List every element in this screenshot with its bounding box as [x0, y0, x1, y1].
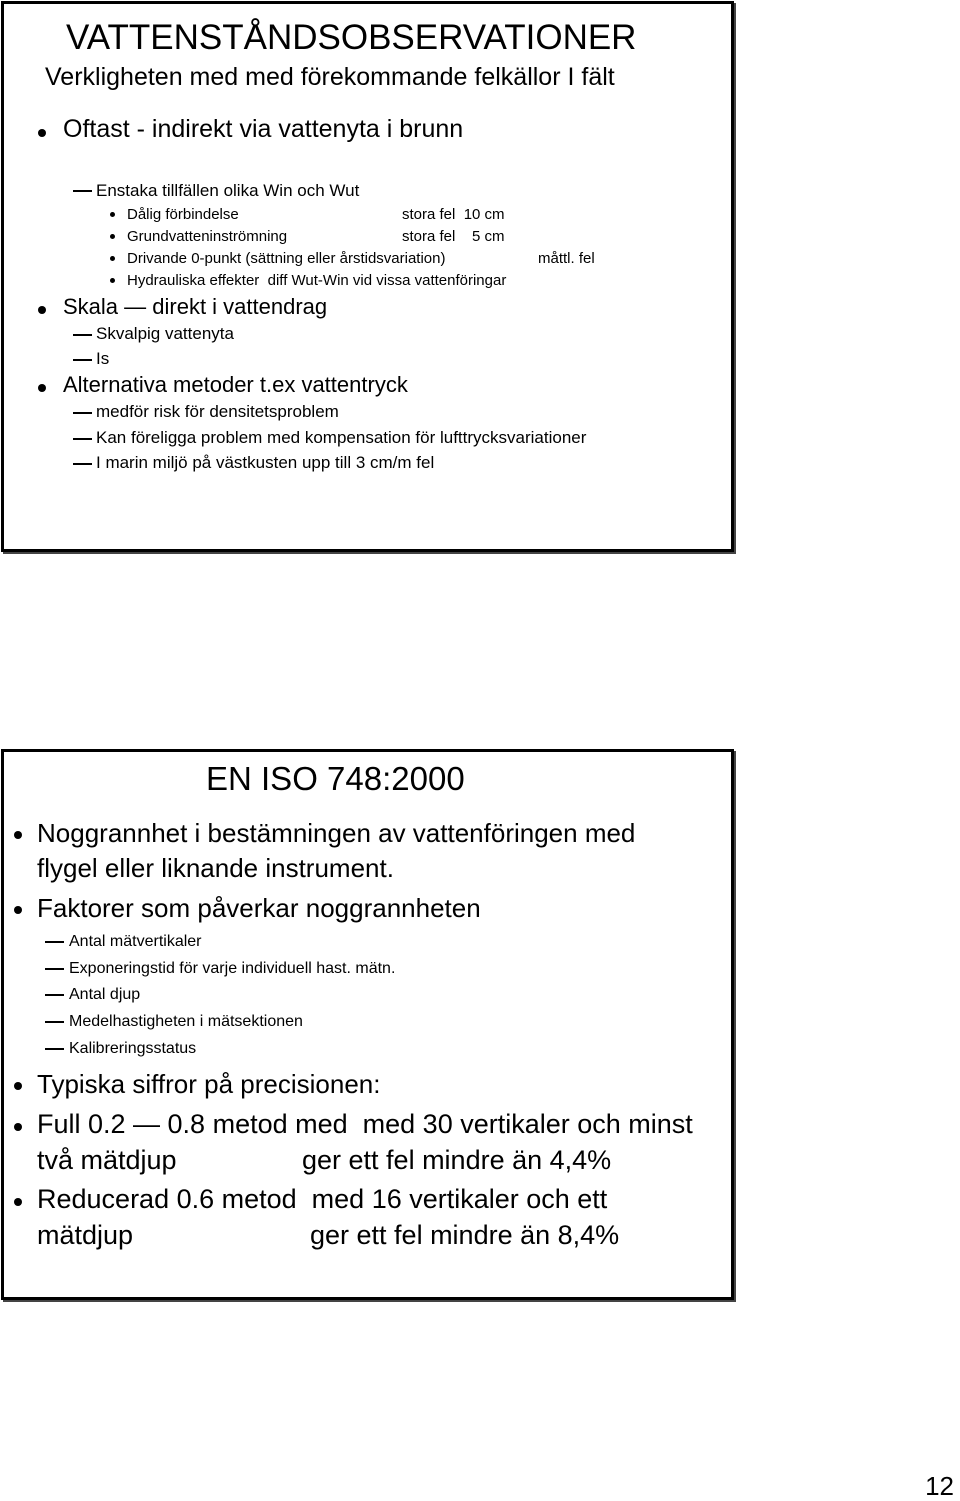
- dash-marker: [73, 359, 92, 361]
- bullet-full-line2b: ger ett fel mindre än 4,4%: [302, 1145, 612, 1175]
- bullet-alternativa: Alternativa metoder t.ex vattentryck: [63, 372, 408, 397]
- slide-en-iso-748: [1, 749, 734, 1300]
- bullet-dot: [14, 831, 22, 839]
- bullet-oftast: Oftast - indirekt via vattenyta i brunn: [63, 115, 464, 143]
- sub-medelhastigheten: Medelhastigheten i mätsektionen: [69, 1013, 303, 1030]
- slide-subtitle: Verkligheten med med förekommande felkällor I fält: [45, 63, 615, 91]
- sub-exponeringstid: Exponeringstid för varje individuell hast. mätn.: [69, 960, 396, 977]
- row-right: stora fel 5 cm: [402, 228, 505, 245]
- dash-marker: [45, 1021, 64, 1023]
- sub-antal-djup: Antal djup: [69, 986, 141, 1003]
- dash-marker: [45, 994, 64, 996]
- small-dot: [110, 234, 115, 239]
- row-left: Drivande 0-punkt (sättning eller årstidsvariation): [127, 250, 446, 267]
- bullet-dot: [38, 306, 46, 314]
- sub-enstaka: Enstaka tillfällen olika Win och Wut: [96, 181, 360, 200]
- bullet-faktorer: Faktorer som påverkar noggrannheten: [37, 893, 481, 923]
- dash-marker: [73, 463, 92, 465]
- bullet-full-line1: Full 0.2 — 0.8 metod med med 30 vertikaler och minst: [37, 1109, 693, 1139]
- bullet-dot: [14, 1082, 22, 1090]
- bullet-noggrannhet-line2: flygel eller liknande instrument.: [37, 853, 394, 883]
- sub-kalibreringsstatus: Kalibreringsstatus: [69, 1040, 197, 1057]
- small-dot: [110, 256, 115, 261]
- sub-medfor: medför risk för densitetsproblem: [96, 402, 339, 421]
- bullet-dot: [38, 384, 46, 392]
- row-left: Grundvatteninströmning: [127, 228, 288, 245]
- row-right: måttl. fel: [538, 250, 595, 267]
- bullet-dot: [14, 1123, 22, 1131]
- bullet-dot: [38, 129, 46, 137]
- slide-title: EN ISO 748:2000: [206, 760, 465, 797]
- sub-kan-foreligga: Kan föreligga problem med kompensation för lufttrycksvariationer: [96, 428, 587, 447]
- dash-marker: [73, 412, 92, 414]
- bullet-skala: Skala — direkt i vattendrag: [63, 294, 328, 319]
- bullet-dot: [14, 906, 22, 914]
- dash-marker: [73, 438, 92, 440]
- page-number: 12: [925, 1471, 954, 1501]
- dash-marker: [73, 190, 92, 192]
- bullet-noggrannhet-line1: Noggrannhet i bestämningen av vattenföringen med: [37, 818, 636, 848]
- dash-marker: [45, 1048, 64, 1050]
- row-left: Dålig förbindelse: [127, 206, 239, 223]
- bullet-dot: [14, 1198, 22, 1206]
- slide-title: VATTENSTÅNDSOBSERVATIONER: [66, 18, 637, 57]
- row-left: Hydrauliska effekter diff Wut-Win vid vissa vattenföringar: [127, 272, 507, 289]
- bullet-typiska-siffror: Typiska siffror på precisionen:: [37, 1069, 381, 1099]
- sub-marin-miljo: I marin miljö på västkusten upp till 3 cm/m fel: [96, 453, 435, 472]
- sub-skvalpig: Skvalpig vattenyta: [96, 324, 234, 343]
- bullet-reducerad-line2b: ger ett fel mindre än 8,4%: [310, 1220, 620, 1250]
- bullet-reducerad-line1: Reducerad 0.6 metod med 16 vertikaler och ett: [37, 1184, 608, 1214]
- dash-marker: [73, 334, 92, 336]
- sub-is: Is: [96, 349, 110, 368]
- bullet-full-line2a: två mätdjup: [37, 1145, 177, 1175]
- sub-antal-matvertikaler: Antal mätvertikaler: [69, 933, 202, 950]
- bullet-reducerad-line2a: mätdjup: [37, 1220, 134, 1250]
- small-dot: [110, 212, 115, 217]
- dash-marker: [45, 941, 64, 943]
- dash-marker: [45, 968, 64, 970]
- small-dot: [110, 278, 115, 283]
- row-right: stora fel 10 cm: [402, 206, 505, 223]
- slide-vattenstandsobservationer: [1, 1, 734, 552]
